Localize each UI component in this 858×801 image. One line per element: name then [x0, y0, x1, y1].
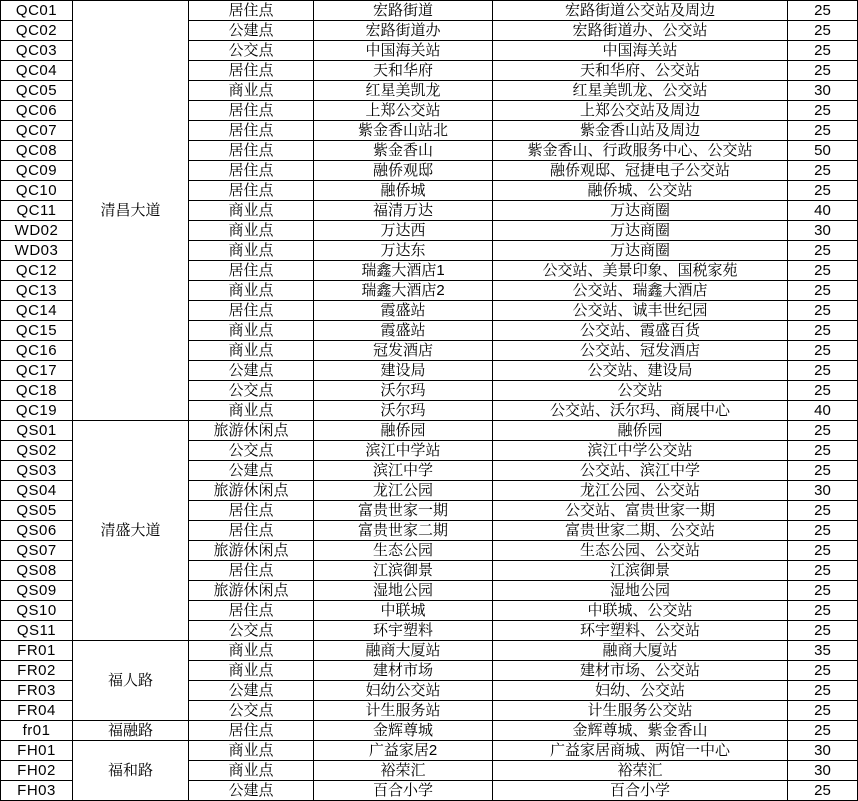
cell-code: QC10 [1, 181, 72, 200]
cell-name: 融侨城 [314, 181, 492, 200]
cell-name: 紫金香山 [314, 141, 492, 160]
table-row [1, 421, 857, 440]
cell-type: 公交点 [189, 381, 313, 400]
cell-type: 商业点 [189, 341, 313, 360]
cell-description: 融侨园 [493, 421, 787, 440]
cell-name: 融侨观邸 [314, 161, 492, 180]
cell-code: QC14 [1, 301, 72, 320]
cell-description: 环宇塑料、公交站 [493, 621, 787, 640]
cell-description: 天和华府、公交站 [493, 61, 787, 80]
cell-code: FR04 [1, 701, 72, 720]
cell-type: 旅游休闲点 [189, 581, 313, 600]
cell-description: 计生服务公交站 [493, 701, 787, 720]
cell-type: 旅游休闲点 [189, 541, 313, 560]
cell-name: 中国海关站 [314, 41, 492, 60]
cell-value: 50 [788, 141, 857, 160]
cell-type: 商业点 [189, 281, 313, 300]
cell-description: 富贵世家二期、公交站 [493, 521, 787, 540]
cell-value: 25 [788, 681, 857, 700]
cell-code: QS09 [1, 581, 72, 600]
cell-type: 公建点 [189, 681, 313, 700]
cell-description: 红星美凯龙、公交站 [493, 81, 787, 100]
cell-description: 公交站、建设局 [493, 361, 787, 380]
cell-code: QC09 [1, 161, 72, 180]
cell-type: 商业点 [189, 81, 313, 100]
cell-type: 旅游休闲点 [189, 421, 313, 440]
cell-value: 30 [788, 761, 857, 780]
cell-description: 生态公园、公交站 [493, 541, 787, 560]
cell-name: 天和华府 [314, 61, 492, 80]
cell-code: QC02 [1, 21, 72, 40]
cell-value: 30 [788, 481, 857, 500]
cell-description: 融侨城、公交站 [493, 181, 787, 200]
cell-description: 融商大厦站 [493, 641, 787, 660]
cell-description: 江滨御景 [493, 561, 787, 580]
cell-code: QC03 [1, 41, 72, 60]
cell-name: 霞盛站 [314, 301, 492, 320]
cell-code: FR02 [1, 661, 72, 680]
cell-value: 25 [788, 661, 857, 680]
cell-type: 居住点 [189, 141, 313, 160]
cell-value: 25 [788, 441, 857, 460]
table-row [1, 1, 857, 20]
cell-code: QS02 [1, 441, 72, 460]
cell-value: 25 [788, 121, 857, 140]
cell-name: 宏路街道 [314, 1, 492, 20]
cell-name: 万达东 [314, 241, 492, 260]
cell-code: QC18 [1, 381, 72, 400]
cell-value: 25 [788, 1, 857, 20]
cell-road: 清昌大道 [73, 1, 188, 420]
cell-description: 金辉尊城、紫金香山 [493, 721, 787, 740]
cell-road: 福人路 [73, 641, 188, 720]
cell-description: 公交站、霞盛百货 [493, 321, 787, 340]
table-row [1, 721, 857, 740]
cell-road: 福融路 [73, 721, 188, 740]
cell-value: 25 [788, 381, 857, 400]
cell-road: 清盛大道 [73, 421, 188, 640]
cell-code: QS05 [1, 501, 72, 520]
cell-type: 旅游休闲点 [189, 481, 313, 500]
cell-description: 中联城、公交站 [493, 601, 787, 620]
cell-value: 40 [788, 401, 857, 420]
cell-description: 百合小学 [493, 781, 787, 800]
cell-type: 商业点 [189, 321, 313, 340]
cell-description: 宏路街道办、公交站 [493, 21, 787, 40]
cell-description: 公交站 [493, 381, 787, 400]
cell-description: 裕荣汇 [493, 761, 787, 780]
cell-code: FH03 [1, 781, 72, 800]
cell-code: QC11 [1, 201, 72, 220]
cell-description: 广益家居商城、两馆一中心 [493, 741, 787, 760]
cell-value: 25 [788, 281, 857, 300]
cell-description: 宏路街道公交站及周边 [493, 1, 787, 20]
cell-name: 裕荣汇 [314, 761, 492, 780]
cell-value: 25 [788, 541, 857, 560]
cell-code: WD03 [1, 241, 72, 260]
cell-code: QC06 [1, 101, 72, 120]
cell-type: 居住点 [189, 301, 313, 320]
cell-code: QC07 [1, 121, 72, 140]
cell-name: 霞盛站 [314, 321, 492, 340]
cell-value: 35 [788, 641, 857, 660]
cell-name: 瑞鑫大酒店1 [314, 261, 492, 280]
cell-description: 妇幼、公交站 [493, 681, 787, 700]
cell-value: 25 [788, 41, 857, 60]
cell-name: 宏路街道办 [314, 21, 492, 40]
cell-code: QC16 [1, 341, 72, 360]
cell-value: 25 [788, 501, 857, 520]
cell-type: 居住点 [189, 261, 313, 280]
cell-code: QC12 [1, 261, 72, 280]
cell-value: 25 [788, 701, 857, 720]
cell-code: QS03 [1, 461, 72, 480]
cell-value: 40 [788, 201, 857, 220]
cell-type: 居住点 [189, 1, 313, 20]
cell-value: 25 [788, 721, 857, 740]
cell-value: 25 [788, 181, 857, 200]
cell-name: 百合小学 [314, 781, 492, 800]
cell-name: 融侨园 [314, 421, 492, 440]
cell-type: 商业点 [189, 661, 313, 680]
cell-code: FH02 [1, 761, 72, 780]
cell-code: QS01 [1, 421, 72, 440]
cell-name: 滨江中学站 [314, 441, 492, 460]
cell-value: 25 [788, 461, 857, 480]
cell-name: 妇幼公交站 [314, 681, 492, 700]
cell-name: 沃尔玛 [314, 381, 492, 400]
cell-name: 融商大厦站 [314, 641, 492, 660]
cell-description: 万达商圈 [493, 201, 787, 220]
cell-type: 商业点 [189, 241, 313, 260]
cell-description: 公交站、瑞鑫大酒店 [493, 281, 787, 300]
cell-type: 商业点 [189, 401, 313, 420]
cell-value: 25 [788, 421, 857, 440]
cell-type: 商业点 [189, 641, 313, 660]
cell-value: 30 [788, 741, 857, 760]
cell-code: QC19 [1, 401, 72, 420]
cell-code: QS08 [1, 561, 72, 580]
cell-name: 红星美凯龙 [314, 81, 492, 100]
cell-value: 25 [788, 341, 857, 360]
cell-type: 居住点 [189, 101, 313, 120]
cell-description: 公交站、沃尔玛、商展中心 [493, 401, 787, 420]
cell-name: 计生服务站 [314, 701, 492, 720]
cell-type: 公交点 [189, 701, 313, 720]
cell-code: QC08 [1, 141, 72, 160]
cell-type: 居住点 [189, 61, 313, 80]
cell-name: 广益家居2 [314, 741, 492, 760]
cell-value: 25 [788, 21, 857, 40]
cell-code: QS04 [1, 481, 72, 500]
cell-code: FR03 [1, 681, 72, 700]
cell-code: QC17 [1, 361, 72, 380]
cell-type: 居住点 [189, 521, 313, 540]
cell-name: 富贵世家二期 [314, 521, 492, 540]
cell-type: 公建点 [189, 461, 313, 480]
cell-code: QS11 [1, 621, 72, 640]
cell-value: 25 [788, 241, 857, 260]
cell-value: 25 [788, 61, 857, 80]
cell-code: QS10 [1, 601, 72, 620]
cell-value: 25 [788, 561, 857, 580]
cell-value: 25 [788, 301, 857, 320]
cell-name: 万达西 [314, 221, 492, 240]
cell-name: 生态公园 [314, 541, 492, 560]
cell-description: 紫金香山、行政服务中心、公交站 [493, 141, 787, 160]
cell-type: 商业点 [189, 761, 313, 780]
cell-type: 公建点 [189, 21, 313, 40]
cell-value: 25 [788, 361, 857, 380]
cell-type: 居住点 [189, 721, 313, 740]
cell-code: QC01 [1, 1, 72, 20]
table-row [1, 741, 857, 760]
cell-code: QC05 [1, 81, 72, 100]
cell-code: fr01 [1, 721, 72, 740]
cell-name: 建设局 [314, 361, 492, 380]
cell-description: 万达商圈 [493, 241, 787, 260]
cell-value: 30 [788, 81, 857, 100]
cell-type: 商业点 [189, 741, 313, 760]
cell-value: 25 [788, 101, 857, 120]
cell-description: 湿地公园 [493, 581, 787, 600]
cell-description: 公交站、诚丰世纪园 [493, 301, 787, 320]
cell-name: 冠发酒店 [314, 341, 492, 360]
cell-description: 紫金香山站及周边 [493, 121, 787, 140]
cell-type: 商业点 [189, 201, 313, 220]
cell-name: 滨江中学 [314, 461, 492, 480]
cell-name: 沃尔玛 [314, 401, 492, 420]
cell-value: 25 [788, 581, 857, 600]
cell-value: 25 [788, 261, 857, 280]
cell-type: 居住点 [189, 501, 313, 520]
cell-name: 富贵世家一期 [314, 501, 492, 520]
cell-name: 建材市场 [314, 661, 492, 680]
cell-type: 公交点 [189, 41, 313, 60]
cell-code: QC15 [1, 321, 72, 340]
cell-type: 居住点 [189, 601, 313, 620]
cell-value: 25 [788, 601, 857, 620]
cell-name: 金辉尊城 [314, 721, 492, 740]
cell-type: 公交点 [189, 441, 313, 460]
cell-name: 湿地公园 [314, 581, 492, 600]
cell-name: 环宇塑料 [314, 621, 492, 640]
cell-description: 公交站、冠发酒店 [493, 341, 787, 360]
cell-value: 25 [788, 521, 857, 540]
cell-description: 公交站、富贵世家一期 [493, 501, 787, 520]
cell-type: 公建点 [189, 361, 313, 380]
cell-description: 融侨观邸、冠捷电子公交站 [493, 161, 787, 180]
cell-type: 居住点 [189, 161, 313, 180]
cell-type: 居住点 [189, 121, 313, 140]
cell-name: 福清万达 [314, 201, 492, 220]
cell-type: 公建点 [189, 781, 313, 800]
table-row [1, 641, 857, 660]
cell-code: FH01 [1, 741, 72, 760]
cell-name: 上郑公交站 [314, 101, 492, 120]
cell-description: 公交站、滨江中学 [493, 461, 787, 480]
cell-description: 公交站、美景印象、国税家苑 [493, 261, 787, 280]
cell-name: 紫金香山站北 [314, 121, 492, 140]
cell-type: 公交点 [189, 621, 313, 640]
cell-name: 瑞鑫大酒店2 [314, 281, 492, 300]
cell-type: 商业点 [189, 221, 313, 240]
cell-road: 福和路 [73, 741, 188, 800]
cell-description: 龙江公园、公交站 [493, 481, 787, 500]
cell-description: 万达商圈 [493, 221, 787, 240]
cell-type: 居住点 [189, 561, 313, 580]
cell-description: 上郑公交站及周边 [493, 101, 787, 120]
cell-description: 建材市场、公交站 [493, 661, 787, 680]
cell-code: QC13 [1, 281, 72, 300]
cell-value: 25 [788, 621, 857, 640]
poi-table-body [1, 1, 857, 800]
cell-value: 30 [788, 221, 857, 240]
cell-value: 25 [788, 321, 857, 340]
cell-name: 江滨御景 [314, 561, 492, 580]
cell-code: WD02 [1, 221, 72, 240]
cell-name: 龙江公园 [314, 481, 492, 500]
cell-type: 居住点 [189, 181, 313, 200]
cell-code: QS06 [1, 521, 72, 540]
cell-code: QC04 [1, 61, 72, 80]
cell-description: 滨江中学公交站 [493, 441, 787, 460]
cell-value: 25 [788, 781, 857, 800]
cell-name: 中联城 [314, 601, 492, 620]
cell-code: QS07 [1, 541, 72, 560]
cell-description: 中国海关站 [493, 41, 787, 60]
cell-code: FR01 [1, 641, 72, 660]
cell-value: 25 [788, 161, 857, 180]
